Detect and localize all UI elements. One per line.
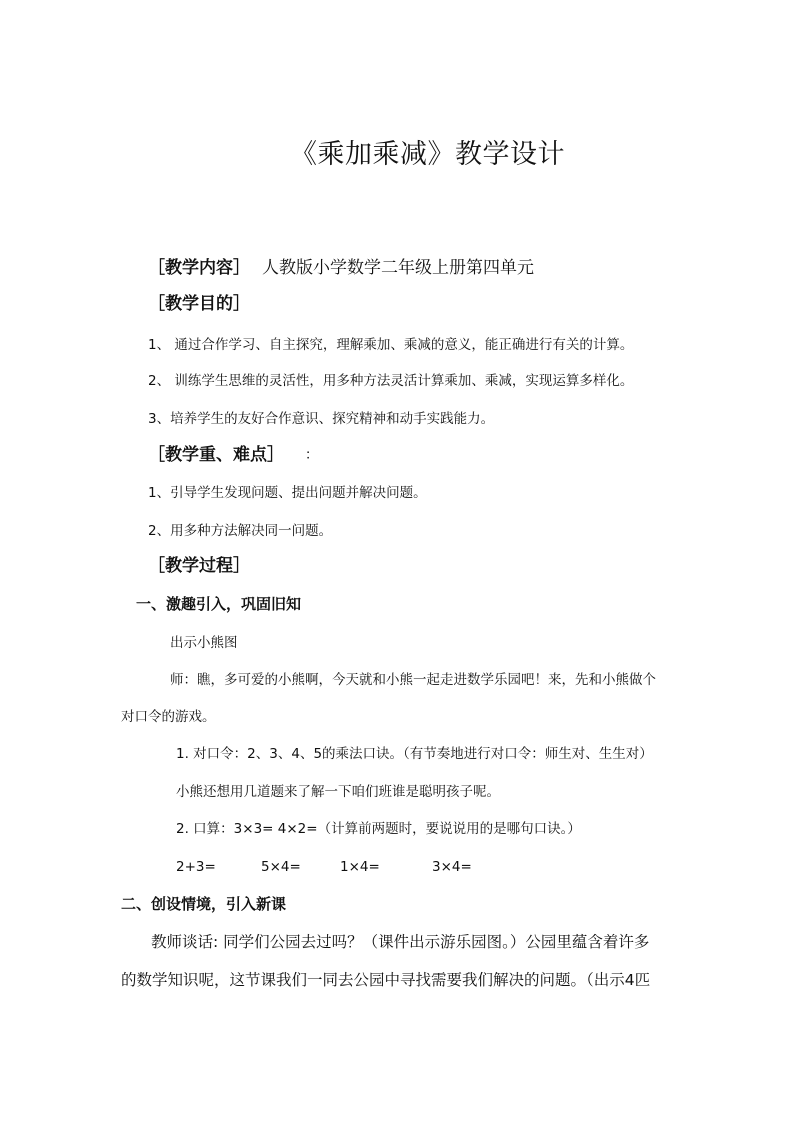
section-1-line-5: 小熊还想用几道题来了解一下咱们班谁是聪明孩子呢。 bbox=[176, 784, 500, 800]
key-points-heading: ［教学重、难点］ bbox=[148, 445, 284, 465]
section-2-title: 二、创设情境，引入新课 bbox=[121, 895, 287, 913]
section-2-line-1: 教师谈话: 同学们公园去过吗？（课件出示游乐园图。）公园里蕴含着许多 bbox=[151, 933, 650, 951]
goal-item-1: 1、 通过合作学习、自主探究，理解乘加、乘减的意义，能正确进行有关的计算。 bbox=[148, 337, 634, 353]
calc-item-2: 5×4= bbox=[261, 859, 301, 875]
section-1-line-2: 师：瞧，多可爱的小熊啊，今天就和小熊一起走进数学乐园吧！来，先和小熊做个 bbox=[170, 672, 656, 688]
teaching-content-label: ［教学内容］ bbox=[148, 258, 250, 278]
calc-item-1: 2+3= bbox=[176, 859, 216, 875]
goal-item-3: 3、培养学生的友好合作意识、探究精神和动手实践能力。 bbox=[148, 411, 495, 427]
section-1-line-3: 对口令的游戏。 bbox=[121, 709, 216, 725]
section-1-line-1: 出示小熊图 bbox=[170, 635, 238, 651]
section-2-line-2: 的数学知识呢，这节课我们一同去公园中寻找需要我们解决的问题。（出示4匹 bbox=[121, 971, 651, 989]
section-1-line-6: 2. 口算：3×3= 4×2=（计算前两题时，要说说用的是哪句口诀。） bbox=[176, 821, 581, 837]
key-points-colon: ： bbox=[305, 447, 319, 463]
teaching-goals-heading: ［教学目的］ bbox=[148, 294, 250, 314]
section-1-title: 一、激趣引入，巩固旧知 bbox=[136, 595, 302, 613]
key-point-item-2: 2、用多种方法解决同一问题。 bbox=[148, 523, 333, 539]
goal-item-2: 2、 训练学生思维的灵活性，用多种方法灵活计算乘加、乘减，实现运算多样化。 bbox=[148, 373, 634, 389]
teaching-content-text: 人教版小学数学二年级上册第四单元 bbox=[262, 258, 534, 278]
calc-item-4: 3×4= bbox=[432, 859, 472, 875]
process-heading: ［教学过程］ bbox=[148, 556, 250, 576]
calc-item-3: 1×4= bbox=[340, 859, 380, 875]
document-title: 《乘加乘减》教学设计 bbox=[290, 139, 565, 170]
section-1-line-4: 1. 对口令：2、3、4、5的乘法口诀。（有节奏地进行对口令：师生对、生生对） bbox=[176, 746, 653, 762]
key-point-item-1: 1、引导学生发现问题、提出问题并解决问题。 bbox=[148, 485, 427, 501]
